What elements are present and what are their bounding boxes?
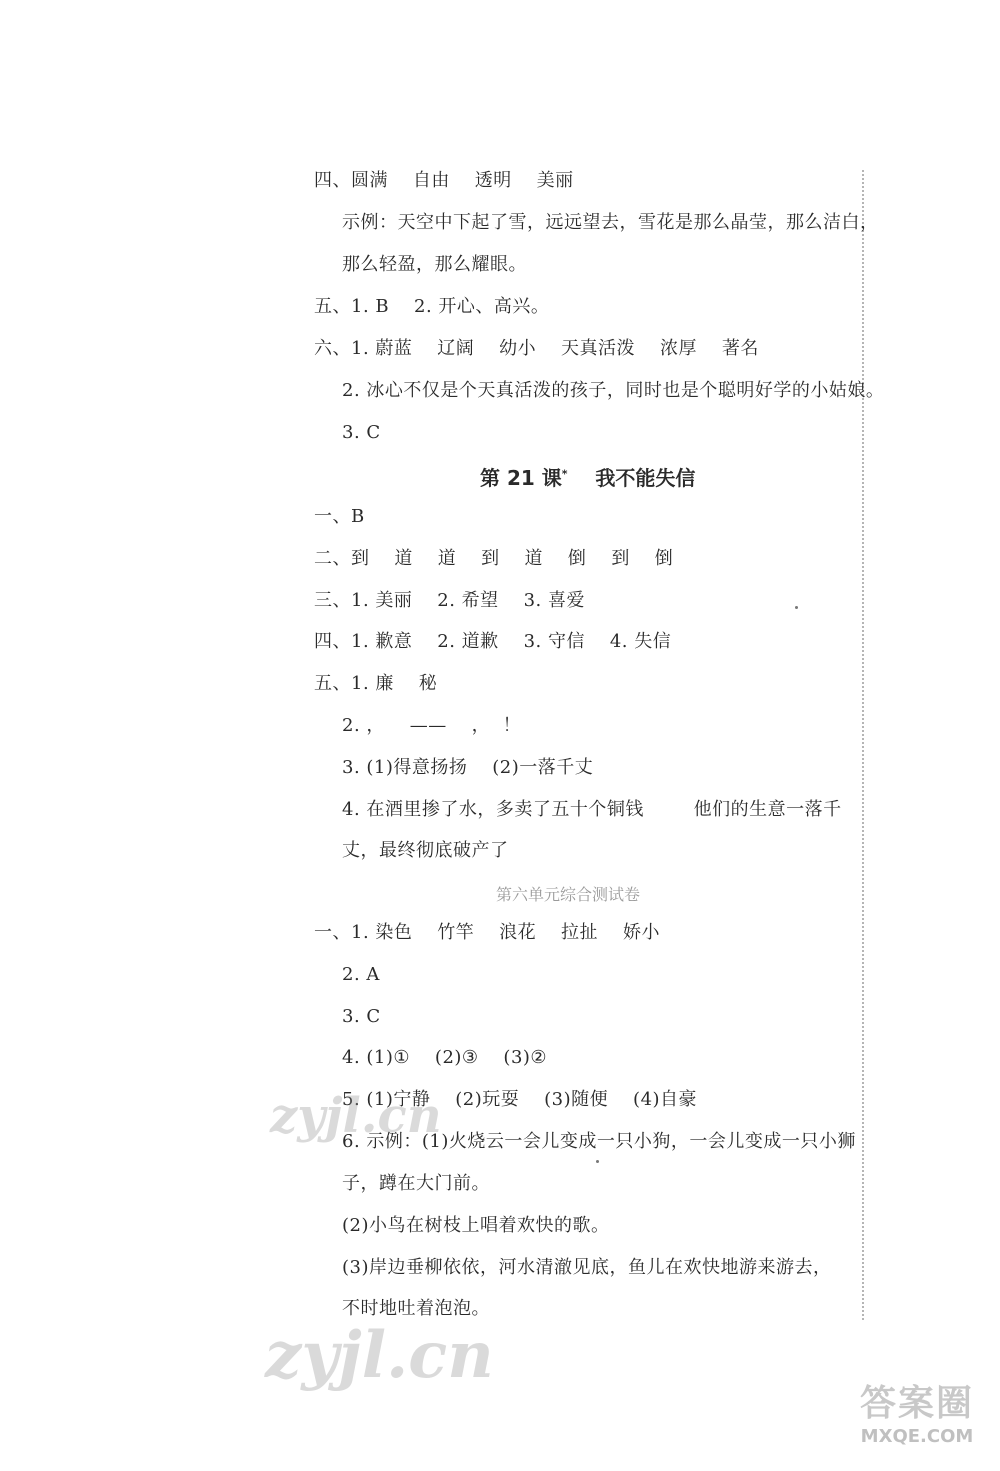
answer-line: 2. A [342, 964, 380, 985]
answer-line: 六、1. 蔚蓝 辽阔 幼小 天真活泼 浓厚 著名 [314, 338, 759, 359]
lesson-number: 第 21 课 [480, 466, 562, 490]
answer-line: 示例：天空中下起了雪，远远望去，雪花是那么晶莹，那么洁白， [342, 212, 879, 233]
unit-test-title: 第六单元综合测试卷 [496, 885, 641, 904]
answer-line: 3. C [342, 422, 381, 443]
watermark-zyjl: zyjl.cn [270, 1088, 442, 1144]
answer-line: 四、1. 歉意 2. 道歉 3. 守信 4. 失信 [314, 631, 672, 652]
answer-line: 不时地吐着泡泡。 [342, 1298, 490, 1319]
answer-line: 丈，最终彻底破产了 [342, 840, 509, 861]
answer-line: 3. C [342, 1006, 381, 1027]
answer-line: 2. ， —— ， ！ [342, 715, 522, 736]
answer-line: 一、1. 染色 竹竿 浪花 拉扯 娇小 [314, 922, 660, 943]
answer-line: 3. (1)得意扬扬 (2)一落千丈 [342, 757, 594, 778]
print-speck [596, 1160, 599, 1163]
answer-line: 2. 冰心不仅是个天真活泼的孩子，同时也是个聪明好学的小姑娘。 [342, 380, 885, 401]
lesson-title [480, 462, 695, 491]
answer-line: 4. 在酒里掺了水，多卖了五十个铜钱 他们的生意一落千 [342, 799, 842, 820]
logo-url: MXQE.COM [860, 1426, 974, 1447]
answer-line: 二、到 道 道 到 道 倒 到 倒 [314, 548, 674, 569]
watermark-zyjl: zyjl.cn [265, 1318, 494, 1393]
answer-line: (3)岸边垂柳依依，河水清澈见底，鱼儿在欢快地游来游去， [342, 1257, 832, 1278]
dotted-margin-rule [862, 170, 864, 1320]
answer-line: 4. (1)① (2)③ (3)② [342, 1047, 548, 1068]
answer-line: 5. (1)宁静 (2)玩耍 (3)随便 (4)自豪 [342, 1089, 698, 1110]
answer-line: 子，蹲在大门前。 [342, 1173, 490, 1194]
answer-line: (2)小鸟在树枝上唱着欢快的歌。 [342, 1215, 610, 1236]
print-speck [795, 606, 798, 609]
answer-line: 四、圆满 自由 透明 美丽 [314, 170, 574, 191]
answer-line: 一、B [314, 506, 365, 527]
lesson-mark: * [561, 467, 568, 481]
answer-line: 那么轻盈，那么耀眼。 [342, 254, 527, 275]
answer-line: 6. 示例：(1)火烧云一会儿变成一只小狗，一会儿变成一只小狮 [342, 1131, 856, 1152]
answer-line: 五、1. 廉 秘 [314, 673, 438, 694]
lesson-name: 我不能失信 [595, 466, 696, 490]
corner-logo [842, 1375, 992, 1465]
answer-line: 五、1. B 2. 开心、高兴。 [314, 296, 550, 317]
answer-line: 三、1. 美丽 2. 希望 3. 喜爱 [314, 590, 585, 611]
logo-text: 答案圈 [859, 1383, 974, 1424]
